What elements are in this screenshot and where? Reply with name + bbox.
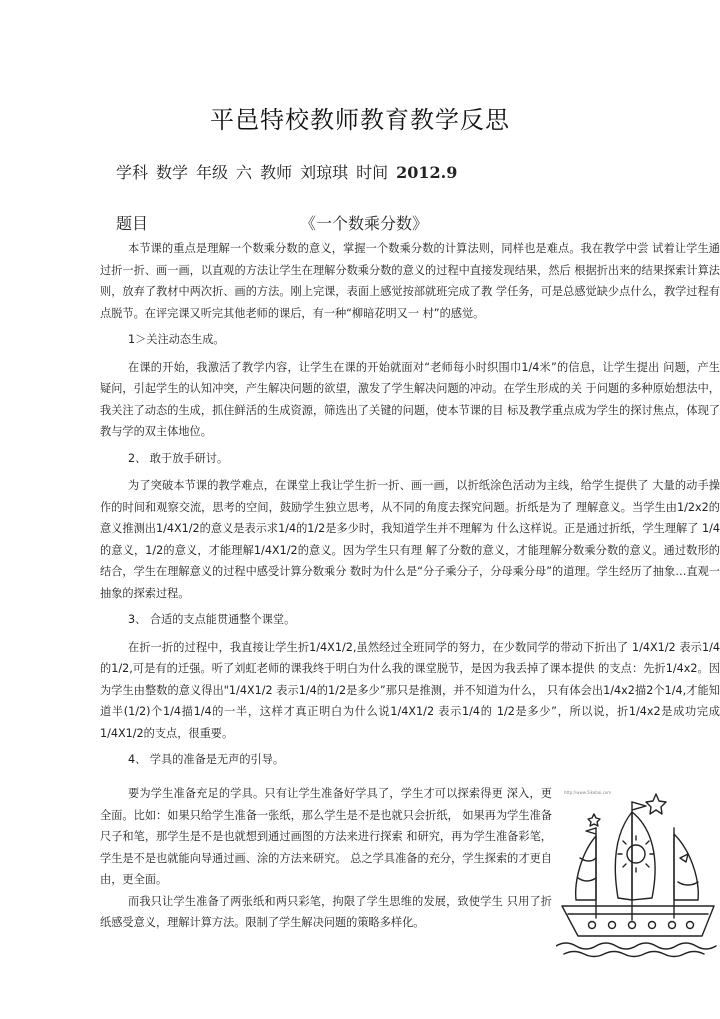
- section-2-paragraph: 为了突破本节课的教学难点，在课堂上我让学生折一折、画一画，以折纸涂色活动为主线，给学生提供了 大量的动手操作的时间和观察交流，思考的空间，鼓励学生独立思考，从不同的角度去探究问题。折纸是为了 理解意义。当学生由1/2x2的意义推测出1/4X1/2的意义是表示求1/4的1/2是多少时，我知道学生并不理解为 什么这样说。正是通过折纸，学生理解了 1/4的意义，1/2的意义，才能理解1/4X1/2的意义。因为学生只有理 解了分数的意义，才能理解分数乘分数的意义。通过数形的结合，学生在理解意义的过程中感受计算分数乘分 数时为什么是“分子乘分子，分母乘分母”的道理。学生经历了抽象…直观一抽象的探索过程。: [100, 479, 720, 600]
- grade-label: 年级: [196, 163, 229, 182]
- wrapped-text-area: [100, 783, 552, 934]
- subject-value: 数学: [156, 163, 189, 182]
- teacher-label: 教师: [260, 163, 293, 182]
- body-text: [100, 238, 720, 777]
- star-icon: [646, 794, 666, 814]
- star-icon: [588, 814, 600, 826]
- section-heading-4: 4、 学具的准备是无声的引导。: [128, 753, 285, 766]
- illustration-url: http://www.5ikebai.com: [564, 790, 612, 795]
- intro-paragraph: 本节课的重点是理解一个数乘分数的意义，掌握一个数乘分数的计算法则，同样也是难点。我在教学中尝 试着让学生通过折一折、画一画，以直观的方法让学生在理解分数乘分数的意义的过程中直接发现结果，然后 根据折出来的结果探索计算法则，放弃了教材中两次折、画的方法。刚上完课，表面上感觉按部就班完成了教 学任务，可是总感觉缺少点什么，教学过程有点脱节。在评完课又听完其他老师的课后，有一种“柳暗花明又一 村”的感觉。: [100, 242, 720, 320]
- section-1-paragraph: 在课的开始，我激活了教学内容，让学生在课的开始就面对“老师每小时织围巾1/4米”的信息，让学生提出 问题，产生疑问，引起学生的认知冲突，产生解决问题的欲望，激发了学生解决问题的冲动。在学生形成的关 于问题的多种原始想法中，我关注了动态的生成，抓住鲜活的生成资源，筛选出了关键的问题，使本节课的目 标及教学重点成为学生的探讨焦点，体现了教与学的双主体地位。: [100, 360, 720, 438]
- section-4-paragraph: 要为学生准备充足的学具。只有让学生准备好学具了，学生才可以探索得更 深入，更全面。比如：如果只给学生准备一张纸，那么学生是不是也就只会折纸， 如果再为学生准备尺子和笔，那学生是不是也就想到通过画图的方法来进行探索 和研究，再为学生准备彩笔，学生是不是也就能向导通过画、涂的方法来研究。 总之学具准备的充分，学生探索的才更自由，更全面。: [100, 787, 552, 886]
- topic-label: 题目: [116, 214, 149, 233]
- section-3-paragraph: 在折一折的过程中，我直接让学生折1/4X1/2,虽然经过全班同学的努力，在少数同学的带动下折出了 1/4X1/2 表示1/4的1/2,可是有的迁强。听了刘虹老师的课我终于明白为什么我的课堂脱节，是因为我丢掉了课本提供 的支点：先折1/4x2。因为学生由整数的意义得出"1/4X1/2 表示1/4的1/2是多少”那只是推测，并不知道为什么， 只有体会出1/4x2描2个1/4,才能知道半(1/2)个1/4描1/4的一半，这样才真正明白为什么说1/4X1/2 表示1/4的 1/2是多少”，所以说，折1/4x2是成功完成1/4X1/2的支点，很重要。: [100, 640, 720, 740]
- meta-line: [116, 160, 465, 183]
- page-title: 平邑特校教师教育教学反思: [210, 106, 510, 134]
- closing-paragraph: 而我只让学生准备了两张纸和两只彩笔，拘限了学生思维的发展，致使学生 只用了折纸感受意义，理解计算方法。限制了学生解决问题的策略多样化。: [100, 894, 552, 929]
- section-heading-2: 2、 敢于放手研讨。: [128, 451, 229, 465]
- time-value: 2012.9: [396, 163, 458, 182]
- sailing-ship-illustration: [556, 788, 720, 958]
- section-heading-3: 3、 合适的支点能贯通整个课堂。: [128, 613, 296, 626]
- topic-name: 《一个数乘分数》: [300, 214, 429, 233]
- teacher-value: 刘琼琪: [300, 163, 349, 182]
- section-heading-1: 1＞关注动态生成。: [128, 333, 225, 346]
- grade-value: 六: [236, 163, 253, 182]
- subject-label: 学科: [116, 163, 149, 182]
- time-label: 时间: [356, 163, 389, 182]
